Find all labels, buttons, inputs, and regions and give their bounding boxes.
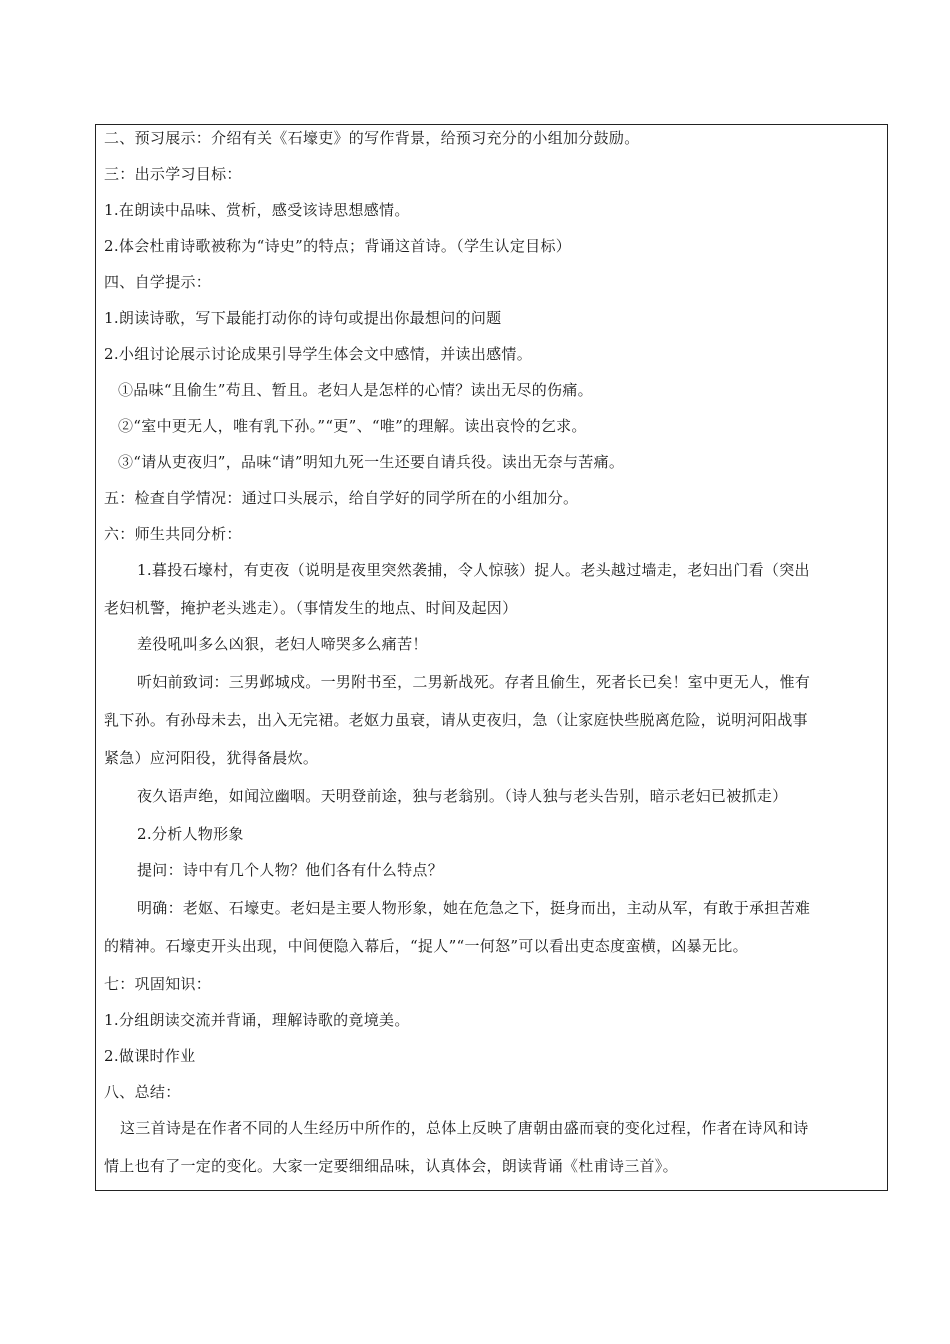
text-line: 六：师生共同分析： (104, 525, 242, 543)
text-line: 五：检查自学情况：通过口头展示，给自学好的同学所在的小组加分。 (104, 489, 579, 507)
text-line: 2.体会杜甫诗歌被称为“诗史”的特点；背诵这首诗。（学生认定目标） (104, 237, 572, 255)
text-line: 1.分组朗读交流并背诵，理解诗歌的竟境美。 (104, 1011, 410, 1029)
text-line: 提问：诗中有几个人物？他们各有什么特点？ (137, 861, 444, 879)
text-line: 紧急）应河阳役，犹得备晨炊。 (104, 749, 319, 767)
text-line: 1.暮投石壕村，有吏夜（说明是夜里突然袭捕，令人惊骇）捉人。老头越过墙走，老妇出门看（突出 (137, 561, 810, 579)
text-line: 乳下孙。有孙母未去，出入无完裙。老妪力虽衰，请从吏夜归，急（让家庭快些脱离危险，说明河阳战事 (104, 711, 808, 729)
text-line: 1.在朗读中品味、赏析，感受该诗思想感情。 (104, 201, 410, 219)
text-line: 七：巩固知识： (104, 975, 212, 993)
text-line: 八、总结： (104, 1083, 181, 1101)
text-line: ②“室中更无人，唯有乳下孙。”“更”、“唯”的理解。读出哀怜的乞求。 (118, 417, 587, 435)
text-line: 2.小组讨论展示讨论成果引导学生体会文中感情，并读出感情。 (104, 345, 533, 363)
text-line: 2.分析人物形象 (137, 825, 244, 843)
text-line: 四、自学提示： (104, 273, 212, 291)
text-line: 明确：老妪、石壕吏。老妇是主要人物形象，她在危急之下，挺身而出，主动从军，有敢于承担苦难 (137, 899, 811, 917)
text-line: 这三首诗是在作者不同的人生经历中所作的，总体上反映了唐朝由盛而衰的变化过程，作者在诗风和诗 (120, 1119, 809, 1137)
text-line: 听妇前致词：三男邺城戍。一男附书至，二男新战死。存者且偷生，死者长已矣！室中更无人，惟有 (137, 673, 811, 691)
text-line: 夜久语声绝，如闻泣幽咽。天明登前途，独与老翁别。（诗人独与老头告别，暗示老妇已被抓走） (137, 787, 788, 805)
text-line: ①品味“且偷生”苟且、暂且。老妇人是怎样的心情？读出无尽的伤痛。 (118, 381, 593, 399)
text-line: ③“请从吏夜归”，品味“请”明知九死一生还要自请兵役。读出无奈与苦痛。 (118, 453, 625, 471)
text-line: 2.做课时作业 (104, 1047, 196, 1065)
text-line: 三：出示学习目标： (104, 165, 242, 183)
text-line: 的精神。石壕吏开头出现，中间便隐入幕后，“捉人”“一何怒”可以看出吏态度蛮横，凶暴无比。 (104, 937, 748, 955)
text-line: 情上也有了一定的变化。大家一定要细细品味，认真体会，朗读背诵《杜甫诗三首》。 (104, 1157, 678, 1175)
text-line: 老妇机警，掩护老头逃走）。（事情发生的地点、时间及起因） (104, 599, 518, 617)
text-line: 差役吼叫多么凶狠，老妇人啼哭多么痛苦！ (137, 635, 428, 653)
text-line: 1.朗读诗歌，写下最能打动你的诗句或提出你最想问的问题 (104, 309, 502, 327)
text-line: 二、预习展示：介绍有关《石壕吏》的写作背景，给预习充分的小组加分鼓励。 (104, 129, 640, 147)
